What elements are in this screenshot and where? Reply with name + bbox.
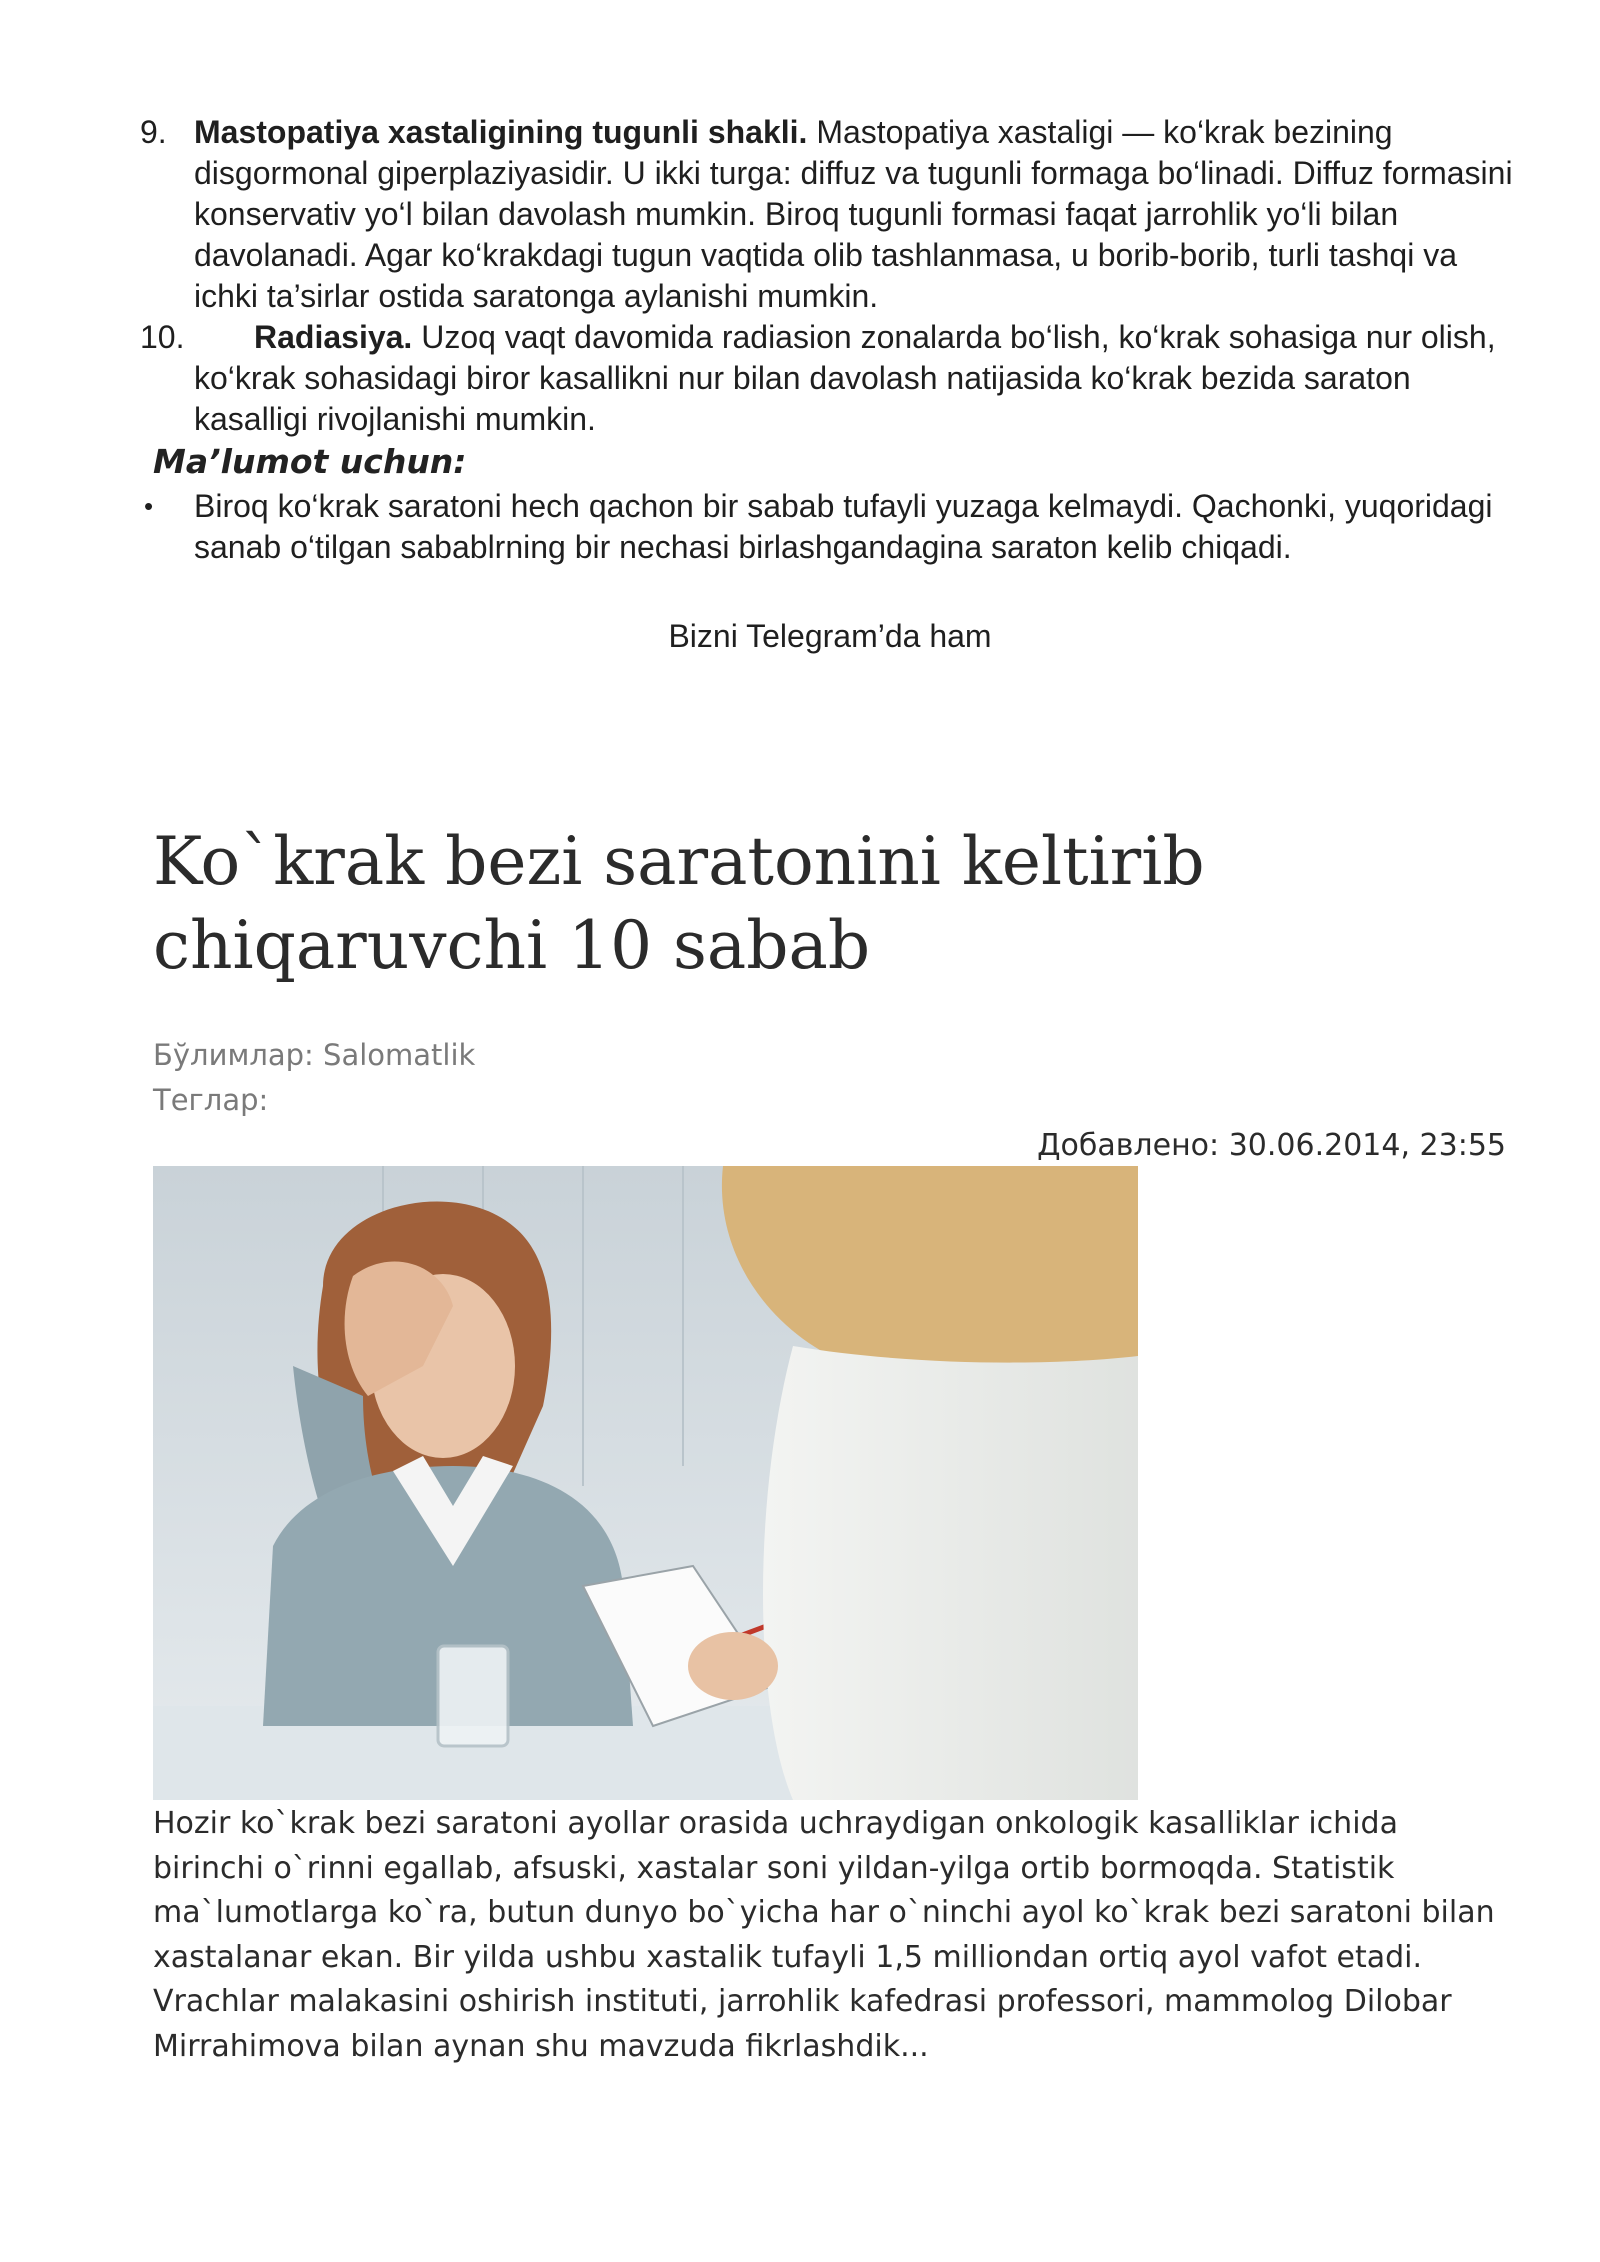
list-item-title: Radiasiya.	[254, 319, 413, 355]
sections-link[interactable]: Salomatlik	[323, 1038, 476, 1072]
tags-label: Теглар:	[153, 1083, 269, 1117]
article-tags	[153, 1083, 268, 1117]
photo-doctor-patient-icon	[153, 1166, 1138, 1800]
bullet-text: Biroq ko‘krak saratoni hech qachon bir sabab tufayli yuzaga kelmaydi. Qachonki, yuqoridagi sanab o‘tilgan sabablrning bir nechasi birlashgandagina saraton kelib chiqadi.	[194, 488, 1493, 565]
article-title: Ko`krak bezi saratonini keltirib chiqaruvchi 10 sabab	[153, 823, 1205, 984]
sections-label: Бўлимлар:	[153, 1038, 314, 1072]
list-item-text: Uzoq vaqt davomida radiasion zonalarda bo‘lish, ko‘krak sohasiga nur olish, ko‘krak sohasidagi biror kasallikni nur bilan davolash natijasida ko‘krak bezida saraton kasalligi rivojlanishi mumkin.	[194, 319, 1496, 437]
article-sections	[153, 1038, 475, 1072]
bullet-item	[140, 486, 1515, 568]
telegram-link[interactable]: Bizni Telegram’da ham	[668, 618, 992, 654]
list-item-text: Mastopatiya xastaligi — ko‘krak bezining disgormonal giperplaziyasidir. U ikki turga: diffuz va tugunli formaga bo‘linadi. Diffuz formasini konservativ yo‘l bilan davolash mumkin. Biroq tugunli formasi faqat jarrohlik yo‘li bilan davolanadi. Agar ko‘krakdagi tugun vaqtida olib tashlanmasa, u borib-borib, turli tashqi va ichki ta’sirlar ostida saratonga aylanishi mumkin.	[194, 114, 1513, 314]
list-item	[140, 317, 1515, 440]
date-label: Добавлено:	[1037, 1128, 1220, 1163]
list-number: 9.	[140, 114, 167, 150]
article-body: Hozir ko`krak bezi saratoni ayollar orasida uchraydigan onkologik kasalliklar ichida birinchi o`rinni egallab, afsuski, xastalar soni yildan-yilga ortib bormoqda. Statistik ma`lumotlarga ko`ra, butun dunyo bo`yicha har o`ninchi ayol ko`krak bezi saratoni bilan xastalanar ekan. Bir yilda ushbu xastalik tufayli 1,5 milliondan ortiq ayol vafot etadi. Vrachlar malakasini oshirish instituti, jarrohlik kafedrasi professori, mammolog Dilobar Mirrahimova bilan aynan shu mavzuda fikrlashdik...	[153, 1806, 1495, 2064]
list-number: 10.	[140, 319, 185, 355]
info-heading: Ma’lumot uchun:	[153, 442, 467, 481]
article-date	[1037, 1128, 1506, 1163]
list-item-title: Mastopatiya xastaligining tugunli shakli.	[194, 114, 808, 150]
bullet-list	[140, 486, 1515, 568]
numbered-list	[140, 112, 1515, 440]
article-photo	[153, 1166, 1138, 1800]
bullet-icon: •	[144, 491, 154, 521]
date-value: 30.06.2014, 23:55	[1228, 1128, 1506, 1163]
list-item	[140, 112, 1515, 317]
